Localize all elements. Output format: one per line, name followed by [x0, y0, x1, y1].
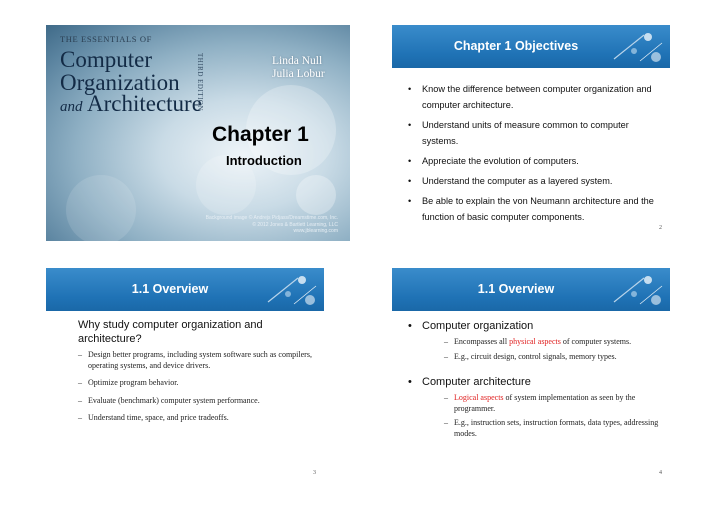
- bokeh-circle: [66, 175, 136, 241]
- credit-line: Background image © Andrejs Pidjass/Dreamstime.com, Inc.: [205, 215, 338, 221]
- slide-title: 1.1 Overview: [131, 282, 209, 296]
- series-label: THE ESSENTIALS OF: [60, 34, 152, 44]
- list-item: • Appreciate the evolution of computers.: [406, 153, 664, 169]
- bokeh-circle: [296, 175, 336, 215]
- list-item: • Be able to explain the von Neumann architecture and the function of basic computer components.: [406, 193, 664, 225]
- reasons-list: [78, 350, 318, 431]
- book-title-line3: [60, 92, 202, 115]
- lead-question: Why study computer organization and architecture?: [78, 319, 263, 345]
- book-title-line1: Computer: [60, 47, 152, 72]
- text-span: Encompasses all: [454, 337, 510, 346]
- list-item: – E.g., instruction sets, instruction formats, data types, addressing modes.: [444, 418, 660, 439]
- objectives-slide: [392, 25, 670, 241]
- slide-title: 1.1 Overview: [477, 282, 555, 296]
- chapter-subtitle: Introduction: [226, 153, 302, 168]
- image-credit: [206, 215, 338, 235]
- credit-line: © 2012 Jones & Bartlett Learning, LLC: [252, 221, 338, 228]
- emphasis-text: physical aspects: [509, 337, 561, 346]
- slide-title: Chapter 1 Objectives: [453, 39, 579, 53]
- list-item: – Optimize program behavior.: [78, 378, 318, 389]
- text-span: of computer systems.: [560, 337, 632, 346]
- objectives-list: [406, 81, 664, 229]
- architecture-bullet: • Computer architecture: [406, 376, 531, 388]
- list-item: – Understand time, space, and price tradeoffs.: [78, 413, 318, 424]
- book-title-line2: Organization: [60, 70, 180, 95]
- list-item: [444, 337, 660, 348]
- architecture-sublist: [444, 393, 660, 443]
- list-item: [444, 393, 660, 414]
- authors: [272, 55, 325, 81]
- edition-label: THIRD EDITION: [196, 53, 204, 112]
- list-item: – E.g., circuit design, control signals, memory types.: [444, 352, 660, 363]
- page-number: 2: [659, 225, 662, 231]
- book-title-and: and: [60, 99, 83, 115]
- page-number: 3: [313, 470, 316, 476]
- list-item: • Know the difference between computer organization and computer architecture.: [406, 81, 664, 113]
- list-item: • Understand units of measure common to computer systems.: [406, 117, 664, 149]
- credit-line: www.jblearning.com: [293, 228, 338, 234]
- overview-definitions-slide: [392, 268, 670, 486]
- chapter-heading: Chapter 1: [212, 123, 309, 146]
- page-number: 4: [659, 470, 662, 476]
- title-slide: [46, 25, 350, 241]
- list-item: • Understand the computer as a layered system.: [406, 173, 664, 189]
- list-item: – Evaluate (benchmark) computer system performance.: [78, 396, 318, 407]
- organization-bullet: • Computer organization: [406, 320, 533, 332]
- author-name: Julia Lobur: [272, 68, 325, 80]
- book-title-architecture: Architecture: [86, 91, 202, 116]
- emphasis-text: Logical aspects: [454, 393, 504, 402]
- list-item: – Design better programs, including system software such as compilers, operating systems, and device drivers.: [78, 350, 318, 371]
- text-span: of system implementation as seen by the programmer.: [454, 393, 636, 413]
- organization-sublist: [444, 337, 660, 366]
- overview-why-slide: [46, 268, 324, 486]
- author-name: Linda Null: [272, 55, 323, 67]
